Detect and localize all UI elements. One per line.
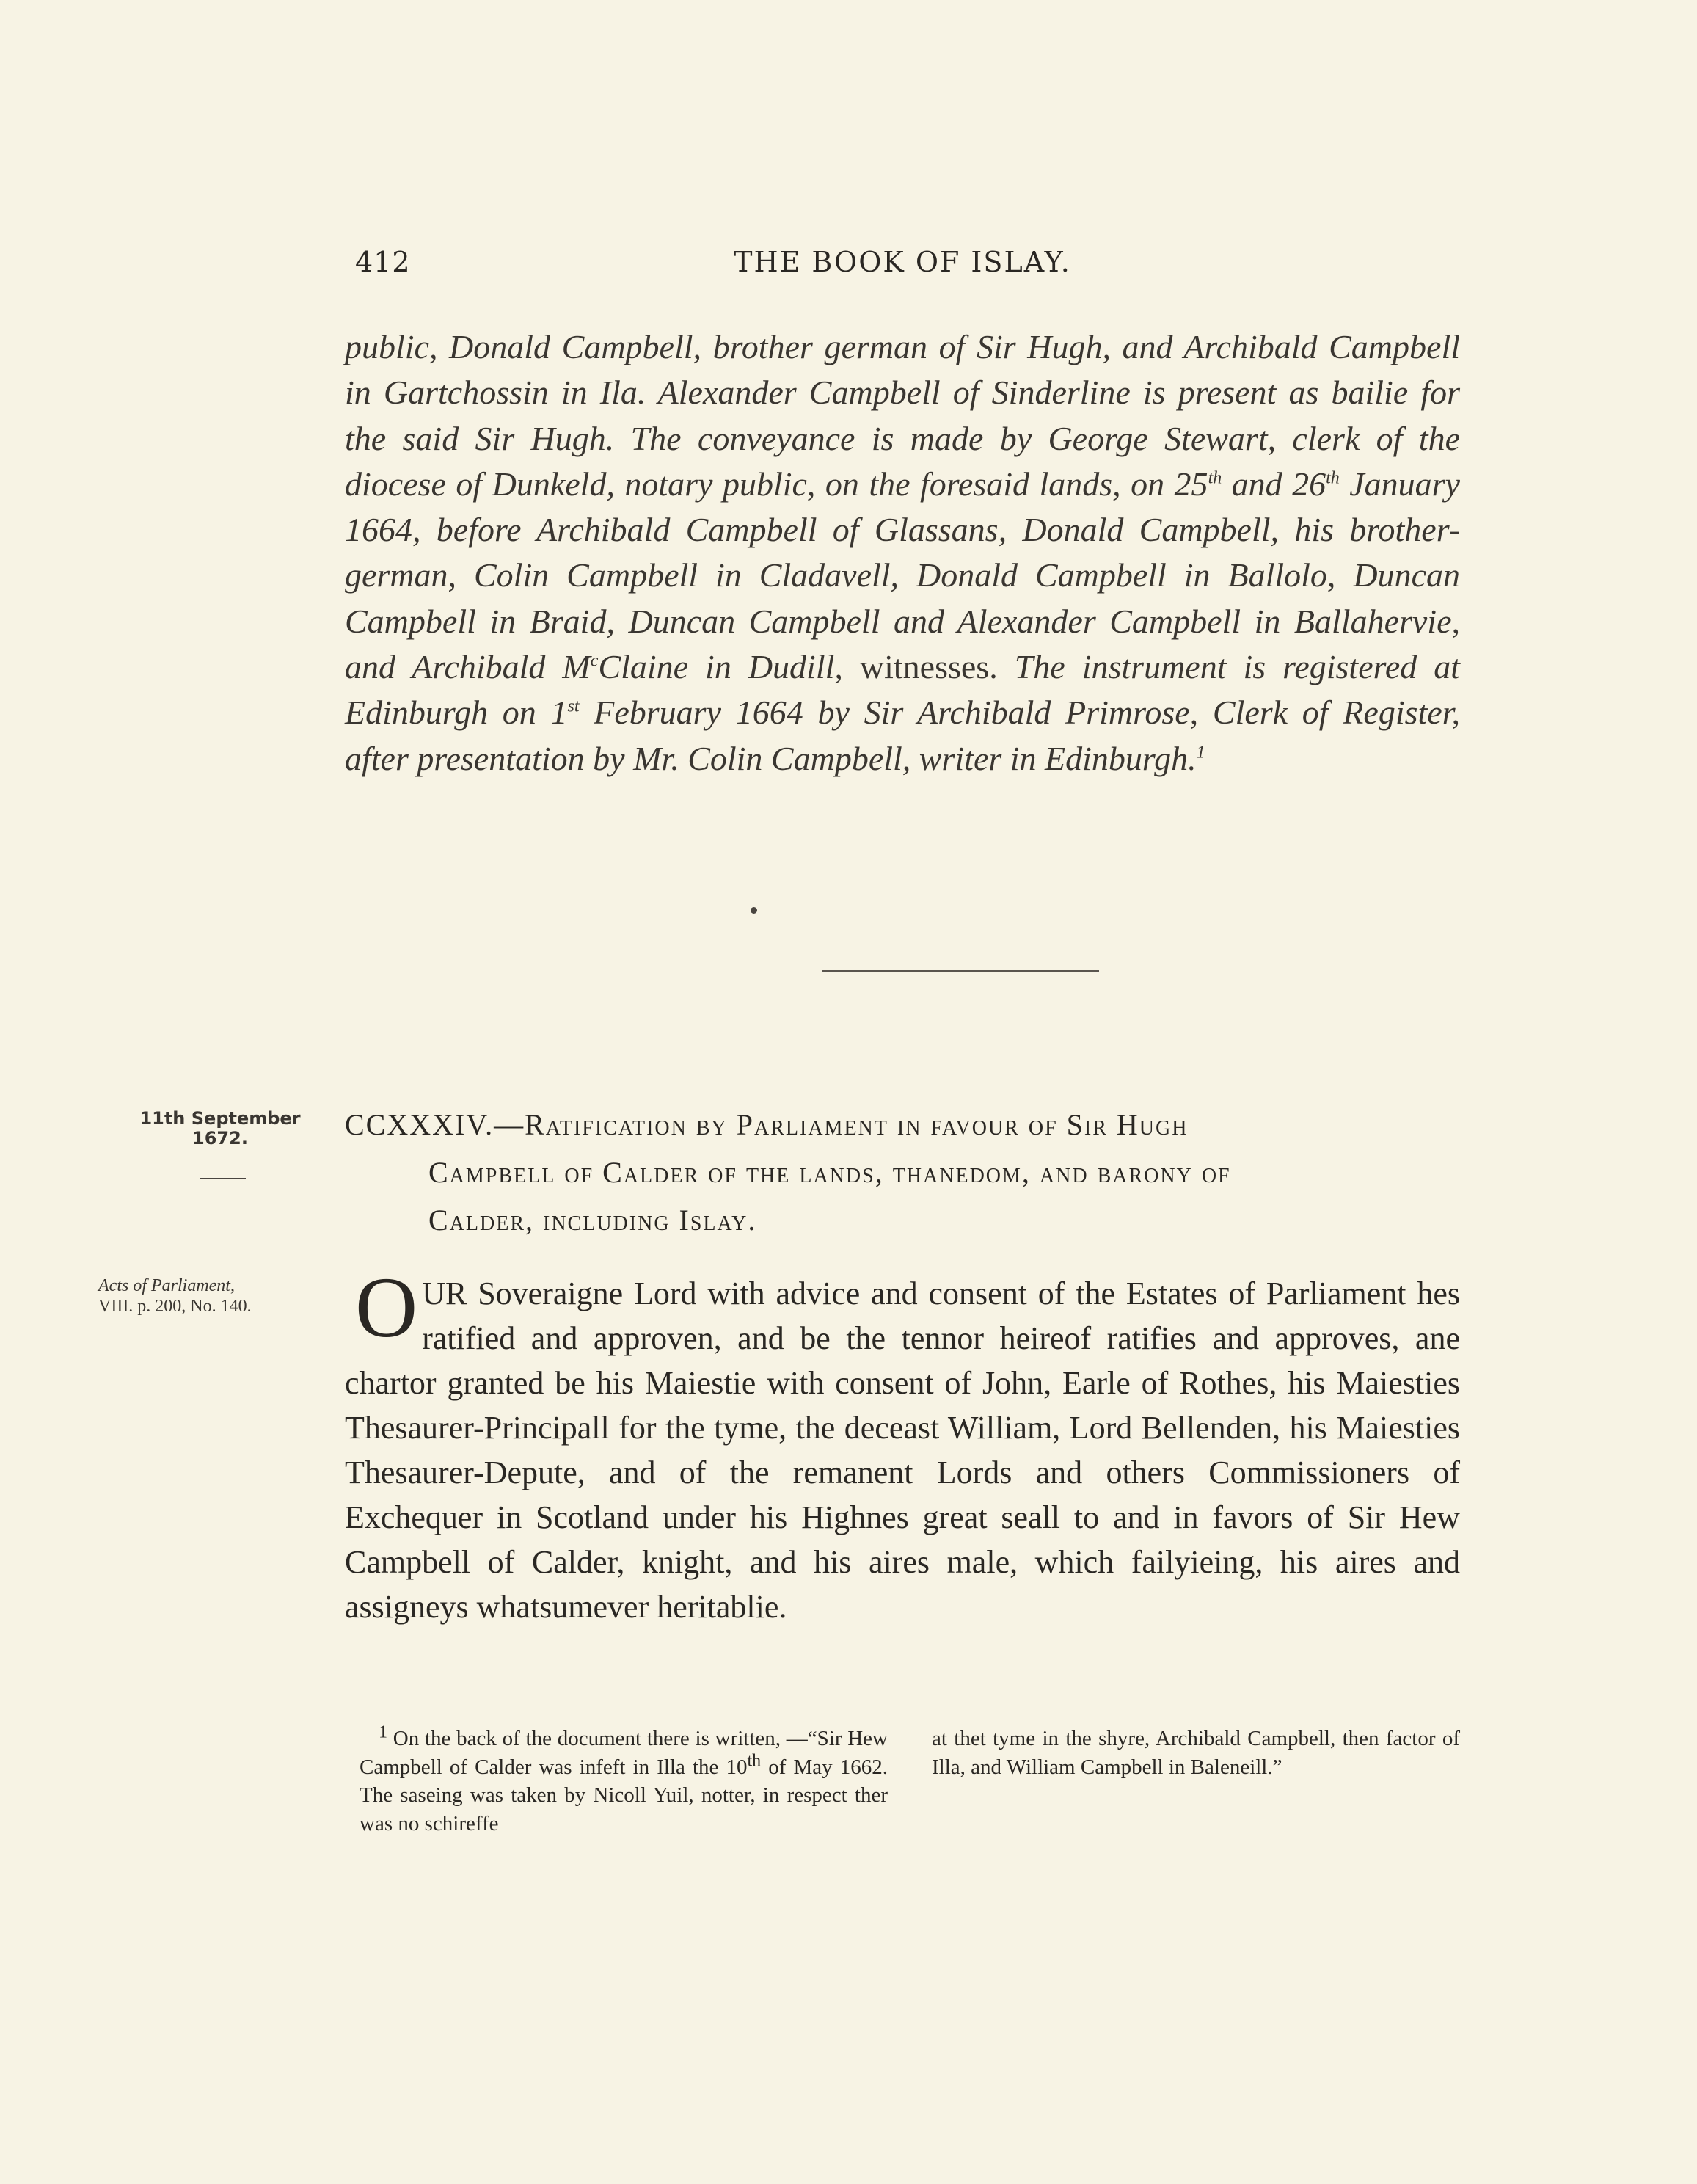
italic-text-2: and 26 — [1222, 465, 1326, 503]
body-text: UR Soveraigne Lord with advice and consent of the Estates of Parliament hes ratified and approven, and be the tennor heireof ratifies and approves, ane chartor granted be his Maiestie with consent of John, Earle of Rothes, his Maiesties Thesaurer-Principall for the tyme, the deceast William, Lord Bellenden, his Maiesties Thesaurer-Depute, and of the remanent Lords and others Commissioners of Exchequer in Scotland under his Highnes great seall to and in favors of Sir Hew Campbell of Calder, knight, and his aires male, which failyieing, his aires and assigneys whatsumever heritablie. — [345, 1275, 1460, 1625]
heading-line-2: Campbell of Calder of the lands, thanedom, and barony of — [428, 1156, 1231, 1189]
italic-text-1: public, Donald Campbell, brother german of Sir Hugh, and Archibald Campbell in Gartchossin in Ila. Alexander Campbell of Sinderline is present as bailie for the said Sir Hugh. The conveyance is made by George Stewart, clerk of the diocese of Dunkeld, notary public, on the foresaid lands, on 25 — [345, 328, 1460, 503]
running-title: THE BOOK OF ISLAY. — [734, 246, 1071, 278]
italic-text-3: January 1664, before Archibald Campbell of Glassans, Donald Campbell, his brother-german, Colin Campbell in Cladavell, Donald Campbell in Ballolo, Duncan Campbell in Braid, Duncan Campbell and Alexander Campbell in Ballahervie, and Archibald M — [345, 465, 1460, 686]
sidenote-source — [98, 1275, 340, 1317]
page-number: 412 — [355, 246, 411, 278]
sidenote-source-ref: VIII. p. 200, No. 140. — [98, 1297, 252, 1316]
sidenote-date — [110, 1109, 330, 1149]
body-paragraph — [345, 1259, 1460, 1629]
superscript-c: c — [590, 651, 599, 671]
italic-text-5: The instrument is registered at Edinburgh on 1 — [345, 648, 1461, 732]
footnote-text-left-a: On the back of the document there is written, —“Sir Hew Campbell of Calder was infeft in Illa the 10 — [360, 1727, 888, 1779]
sidenote-date-line: 11th September — [139, 1108, 301, 1129]
superscript-st: st — [567, 697, 580, 717]
sidenote-dash — [200, 1178, 246, 1179]
drop-cap: O — [355, 1259, 418, 1355]
italic-text-4: Claine in Dudill, — [598, 648, 860, 686]
heading-line-3: Calder, including Islay. — [428, 1204, 757, 1237]
heading-line-1: CCXXXIV.—Ratification by Parliament in favour of Sir Hugh — [345, 1108, 1189, 1141]
footnotes — [360, 1722, 1460, 1838]
section-divider-rule — [822, 970, 1099, 972]
ornament-dot — [751, 907, 757, 914]
superscript-th-1: th — [1208, 468, 1222, 488]
footnote-superscript-th: th — [747, 1750, 762, 1770]
italic-text-6: February 1664 by Sir Archibald Primrose, Clerk of Register, after presentation by Mr. Colin Campbell, writer in Edinburgh. — [345, 694, 1461, 777]
superscript-th-2: th — [1326, 468, 1340, 488]
page-header — [345, 246, 1460, 290]
footnote-text-left-b: of May 1662. The saseing was taken by Nicoll Yuil, notter, in respect ther was no schireffe — [360, 1755, 888, 1835]
section-heading — [345, 1101, 1460, 1244]
sidenote-year-line: 1672. — [192, 1128, 248, 1149]
footnote-right-column — [932, 1725, 1460, 1838]
sidenote-source-title: Acts of Parliament, — [98, 1276, 235, 1295]
witnesses-word: witnesses. — [859, 648, 998, 686]
footnote-left-column — [360, 1722, 888, 1838]
footnote-reference: 1 — [1196, 743, 1205, 762]
italic-paragraph — [345, 324, 1460, 782]
footnote-marker: 1 — [379, 1722, 387, 1742]
footnote-text-right: at thet tyme in the shyre, Archibald Campbell, then factor of Illa, and William Campbell in Baleneill.” — [932, 1727, 1460, 1779]
